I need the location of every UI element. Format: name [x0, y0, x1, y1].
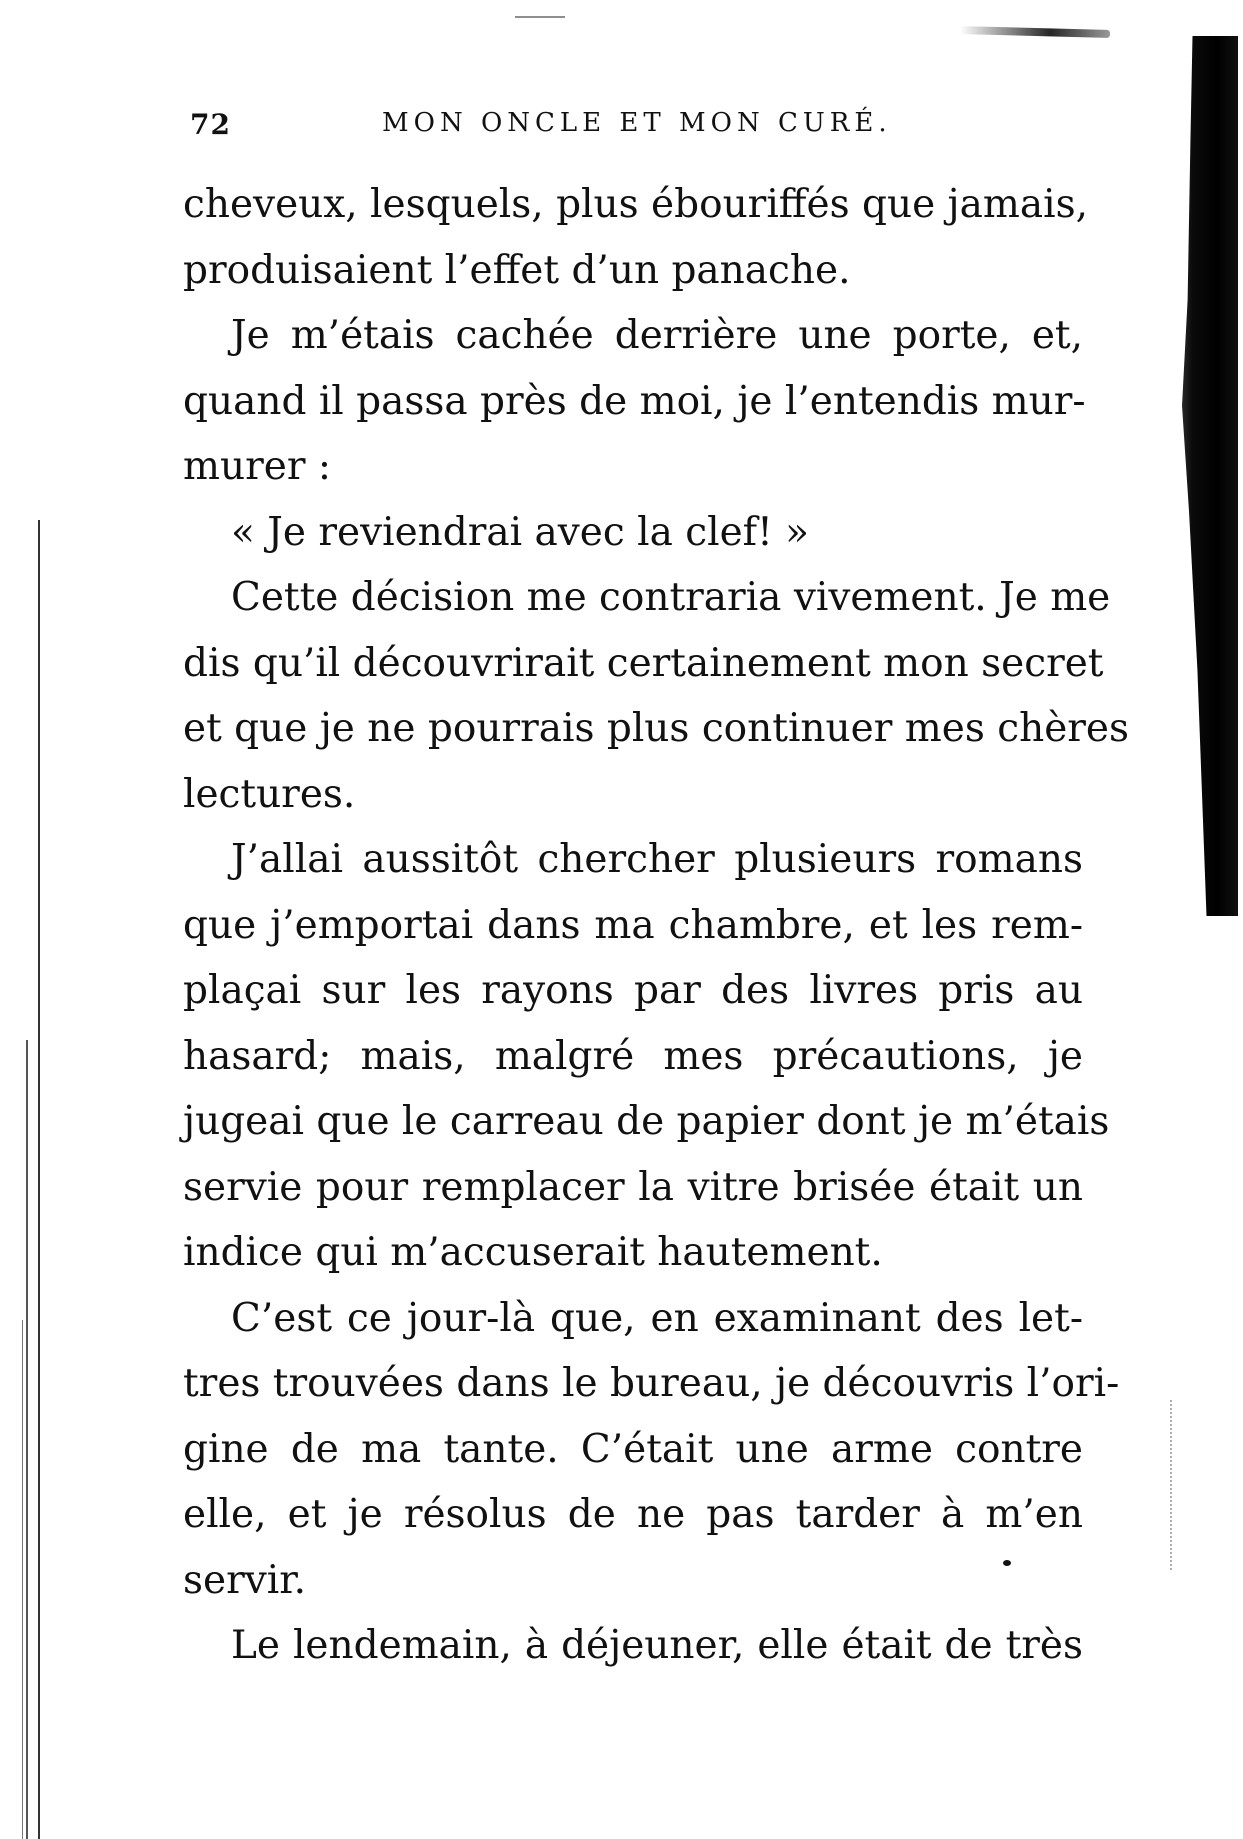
text-line: plaçai sur les rayons par des livres pris au [183, 968, 1083, 1013]
text-line: que j’emportai dans ma chambre, et les rem- [183, 902, 1083, 948]
text-line: « Je reviendrai avec la clef! » [231, 509, 810, 555]
text-line: et que je ne pourrais plus continuer mes chères [183, 706, 1130, 751]
body-text [183, 172, 1130, 1679]
text-line: hasard; mais, malgré mes précautions, je [183, 1033, 1083, 1079]
scan-smudge [960, 26, 1110, 38]
text-line: gine de ma tante. C’était une arme contre [183, 1426, 1083, 1472]
text-line: J’allai aussitôt chercher plusieurs romans [231, 837, 1083, 882]
text-line: C’est ce jour-là que, en examinant des let- [231, 1295, 1083, 1341]
running-header [190, 108, 910, 148]
binding-shadow [1168, 36, 1238, 916]
text-line: dis qu’il découvrirait certainement mon secret [183, 640, 1104, 686]
text-line: servie pour remplacer la vitre brisée était un [183, 1164, 1083, 1210]
text-line: lectures. [183, 771, 356, 817]
text-line: murer : [183, 444, 332, 489]
left-edge-rule [38, 520, 40, 1839]
binding-edge-specks [1170, 1400, 1178, 1570]
text-line: jugeai que le carreau de papier dont je m’étais [183, 1099, 1110, 1144]
page-number: 72 [190, 108, 231, 141]
text-line: Le lendemain, à déjeuner, elle était de très [231, 1623, 1083, 1668]
text-line: elle, et je résolus de ne pas tarder à m’en [183, 1492, 1083, 1537]
scan-scratch-mark [515, 16, 565, 18]
text-line: indice qui m’accuserait hautement. [183, 1230, 883, 1275]
text-line: quand il passa près de moi, je l’entendis mur- [183, 378, 1086, 424]
running-title: MON ONCLE ET MON CURÉ. [382, 108, 892, 138]
left-edge-rule-inner [26, 1040, 28, 1839]
text-line: produisaient l’effet d’un panache. [183, 247, 851, 293]
text-line: Cette décision me contraria vivement. Je me [231, 575, 1111, 620]
left-edge-rule-outer [22, 1320, 23, 1839]
text-line: servir. [183, 1557, 306, 1603]
text-line: cheveux, lesquels, plus ébouriffés que jamais, [183, 182, 1089, 227]
text-line: Je m’étais cachée derrière une porte, et, [231, 313, 1083, 358]
text-line: tres trouvées dans le bureau, je découvris l’ori- [183, 1361, 1120, 1406]
